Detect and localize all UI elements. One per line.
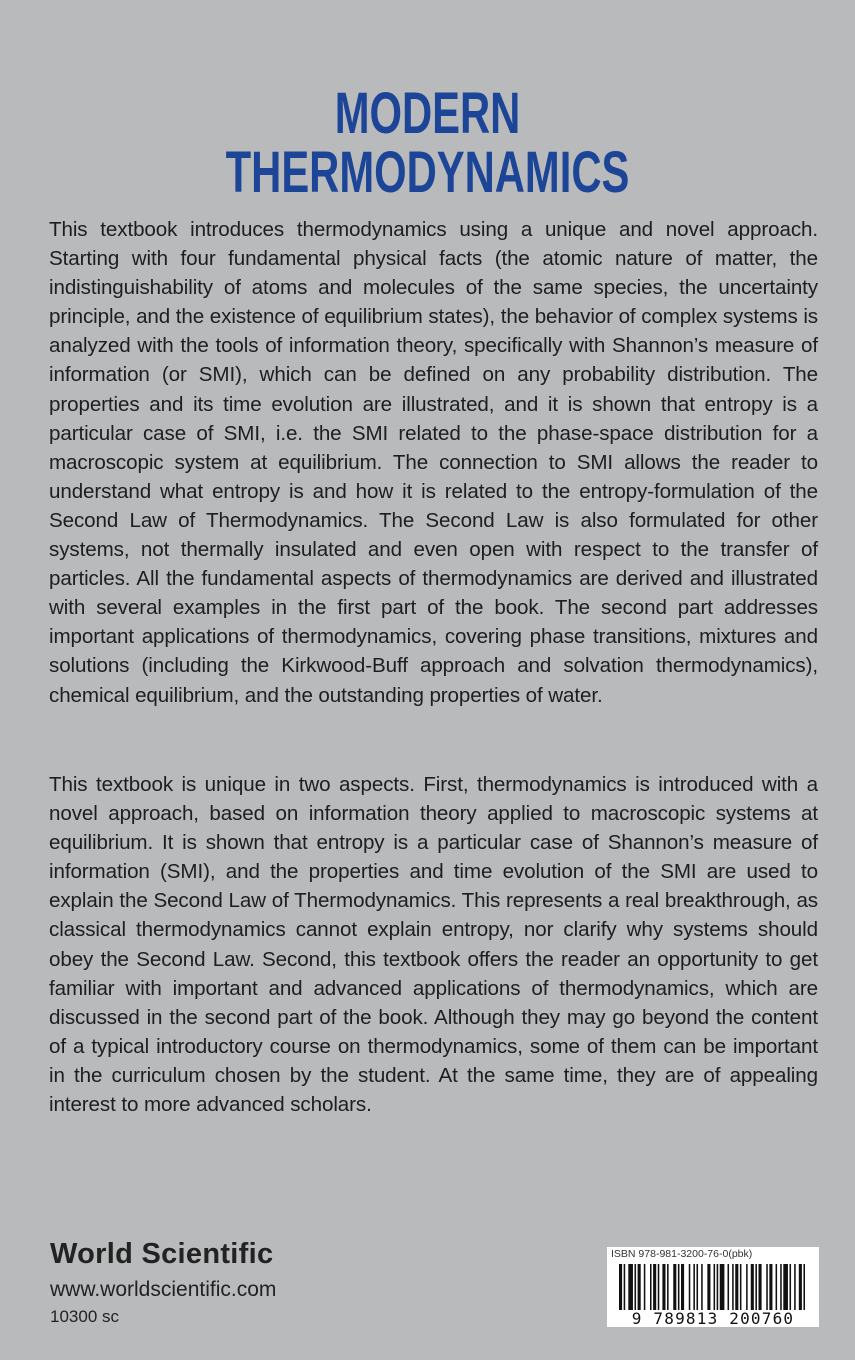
isbn-label: ISBN 978-981-3200-76-0(pbk) [611,1248,753,1260]
publisher-website: www.worldscientific.com [50,1278,277,1301]
barcode-bar [803,1264,805,1310]
barcode-bar [635,1264,637,1310]
barcode-bar [732,1264,734,1310]
description-paragraph-1: This textbook introduces thermodynamics using a unique and novel approach. Starting with four fundamental physical facts (the atomic nature of matter, the indistinguishability of atoms and molecules of the same species, the uncertainty principle, and the existence of equilibrium states), the behavior of complex systems is analyzed with the tools of information theory, specifically with Shannon’s measure of information (or SMI), which can be defined on any probability distribution. The properties and its time evolution are illustrated, and it is shown that entropy is a particular case of SMI, i.e. the SMI related to the phase-space distribution for a macroscopic system at equilibrium. The connection to SMI allows the reader to understand what entropy is and how it is related to the entropy-formulation of the Second Law of Thermodynamics. The Second Law is also formulated for other systems, not thermally insulated and even open with respect to the transfer of particles. All the fundamental aspects of thermodynamics are derived and illustrated with several examples in the first part of the book. The second part addresses important applications of thermodynamics, covering phase transitions, mixtures and solutions (including the Kirkwood-Buff approach and solvation thermodynamics), chemical equilibrium, and the outstanding properties of water. [49,218,818,707]
book-title-line-1: MODERN [334,81,521,146]
barcode-bar [650,1264,652,1310]
barcode-bar [653,1264,656,1310]
barcode-digits: 9 789813 200760 [631,1309,795,1328]
barcode-bar [783,1264,788,1310]
barcode-bar [662,1264,665,1310]
barcode-bar [714,1264,716,1310]
barcode-bar [697,1264,699,1310]
barcode-bar [658,1264,660,1310]
barcode-bar [759,1264,762,1310]
barcode-bar [689,1264,691,1310]
barcode-bar [751,1264,754,1310]
barcode-bar [735,1264,738,1310]
barcode-bar [794,1264,796,1310]
barcode-bar [624,1264,626,1310]
isbn-barcode [607,1247,819,1327]
barcode-bar [693,1264,695,1310]
barcode-bar [707,1264,710,1310]
barcode-bar [728,1264,730,1310]
barcode-bar [678,1264,680,1310]
barcode-bar [799,1264,802,1310]
barcode-bar [776,1264,778,1310]
barcode-bar [790,1264,792,1310]
description-paragraph-2: This textbook is unique in two aspects. First, thermodynamics is introduced with a novel approach, based on information theory applied to macroscopic systems at equilibrium. It is shown that entropy is a particular case of Shannon’s measure of information (SMI), and the properties and time evolution of the SMI are used to explain the Second Law of Thermodynamics. This represents a real breakthrough, as classical thermodynamics cannot explain entropy, nor clarify why systems should obey the Second Law. Second, this textbook offers the reader an opportunity to get familiar with important and advanced applications of thermodynamics, which are discussed in the second part of the book. Although they may go beyond the content of a typical introductory course on thermodynamics, some of them can be important in the curriculum chosen by the student. At the same time, they are of appealing interest to more advanced scholars. [49,773,818,1117]
barcode-bar [717,1264,719,1310]
barcode-bar [681,1264,684,1310]
barcode-bar [766,1264,768,1310]
barcode-bar [619,1264,622,1310]
barcode-bar [740,1264,742,1310]
barcode-bar [746,1264,748,1310]
barcode-bar [644,1264,646,1310]
barcode-bar [780,1264,782,1310]
barcode-bar [667,1264,669,1310]
barcode-bar [720,1264,725,1310]
barcode-bar [755,1264,757,1310]
barcode-bar [673,1264,676,1310]
barcode-bar [769,1264,772,1310]
publisher-name: World Scientific [50,1238,274,1270]
barcode-bar [701,1264,703,1310]
book-title-line-2: THERMODYNAMICS [225,140,630,205]
barcode-bar [638,1264,641,1310]
catalog-code: 10300 sc [50,1307,119,1326]
barcode-bars [619,1264,807,1310]
barcode-bar [628,1264,633,1310]
